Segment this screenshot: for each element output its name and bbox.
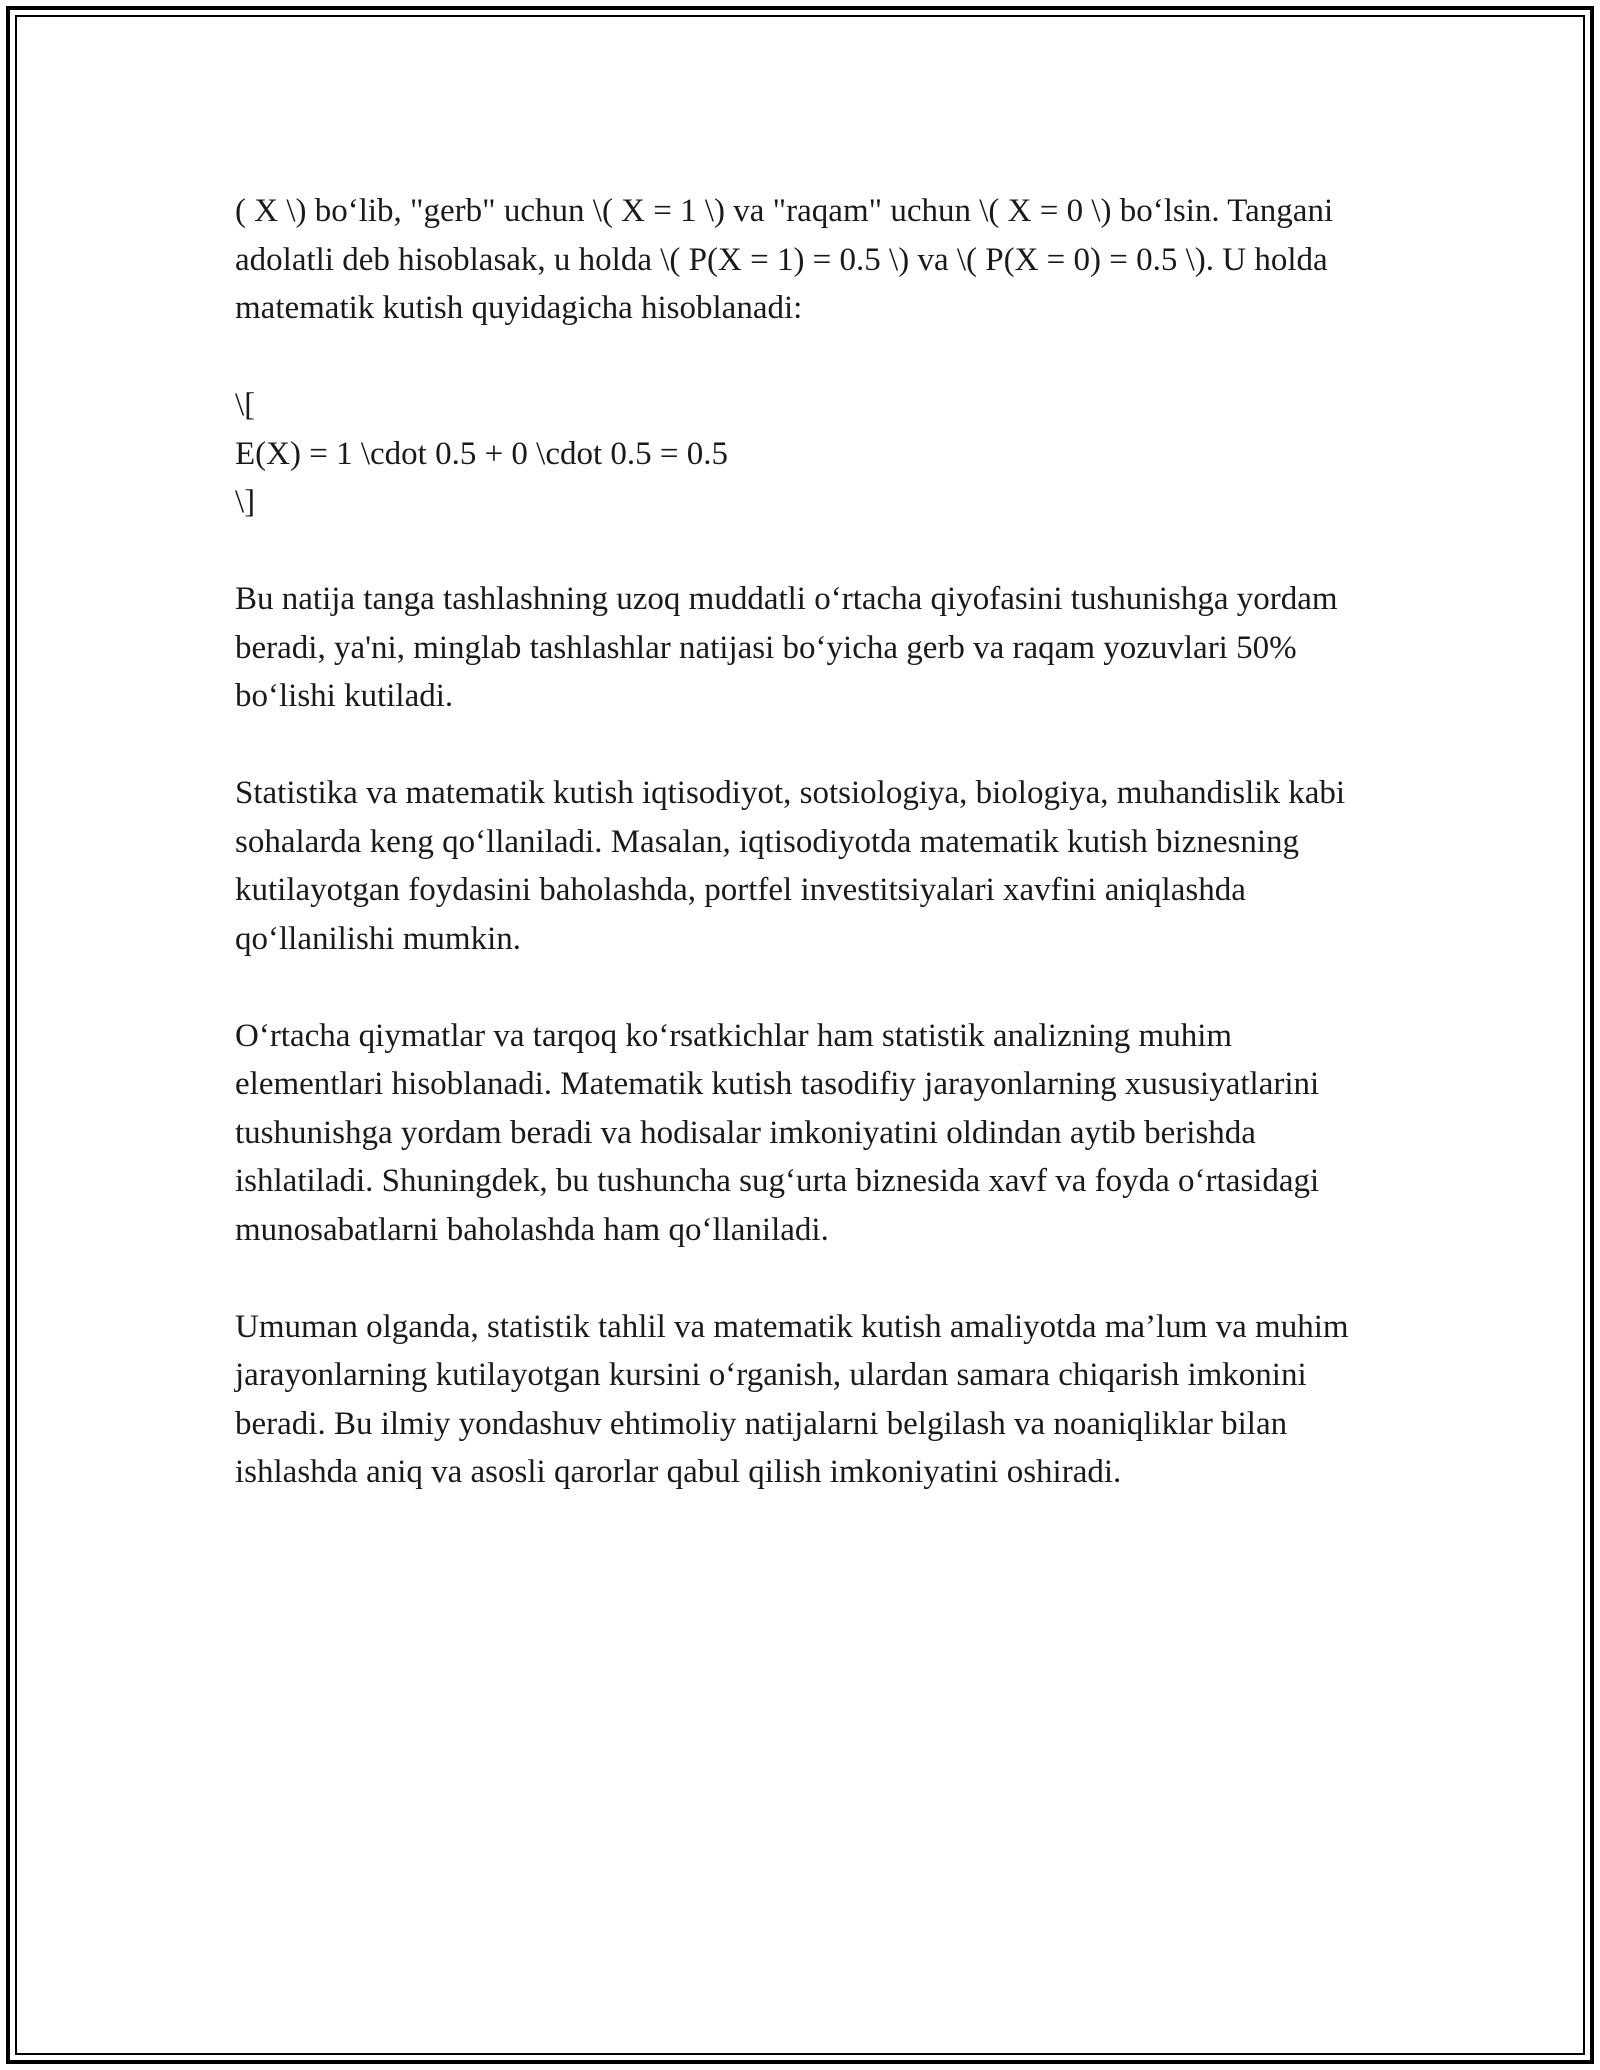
- document-body: [235, 187, 1375, 1545]
- paragraph-averages: O‘rtacha qiymatlar va tarqoq ko‘rsatkichlar ham statistik analizning muhim elementlari hisoblanadi. Matematik kutish tasodifiy jarayonlarning xususiyatlarini tushunishga yordam beradi va hodisalar imkoniyatini oldindan aytib berishda ishlatiladi. Shuningdek, bu tushuncha sug‘urta biznesida xavf va foyda o‘rtasidagi munosabatlarni baholashda ham qo‘llaniladi.: [235, 1017, 1328, 1248]
- paragraph-applications: Statistika va matematik kutish iqtisodiyot, sotsiologiya, biologiya, muhandislik kabi sohalarda keng qo‘llaniladi. Masalan, iqtisodiyotda matematik kutish biznesning kutilayotgan foydasini baholashda, portfel investitsiyalari xavfini aniqlashda qo‘llanilishi mumkin.: [235, 775, 1354, 957]
- paragraph-intro: ( X \) bo‘lib, "gerb" uchun \( X = 1 \) va "raqam" uchun \( X = 0 \) bo‘lsin. Tangani adolatli deb hisoblasak, u holda \( P(X = 1) = 0.5 \) va \( P(X = 0) = 0.5 \). U holda matematik kutish quyidagicha hisoblanadi:: [235, 193, 1342, 326]
- formula-block: \[ E(X) = 1 \cdot 0.5 + 0 \cdot 0.5 = 0.5 \]: [235, 387, 729, 520]
- paragraph-result: Bu natija tanga tashlashning uzoq muddatli o‘rtacha qiyofasini tushunishga yordam beradi, ya'ni, minglab tashlashlar natijasi bo‘yicha gerb va raqam yozuvlari 50% bo‘lishi kutiladi.: [235, 581, 1346, 714]
- paragraph-conclusion: Umuman olganda, statistik tahlil va matematik kutish amaliyotda ma’lum va muhim jarayonlarning kutilayotgan kursini o‘rganish, ulardan samara chiqarish imkonini beradi. Bu ilmiy yondashuv ehtimoliy natijalarni belgilash va noaniqliklar bilan ishlashda aniq va asosli qarorlar qabul qilish imkoniyatini oshiradi.: [235, 1308, 1357, 1490]
